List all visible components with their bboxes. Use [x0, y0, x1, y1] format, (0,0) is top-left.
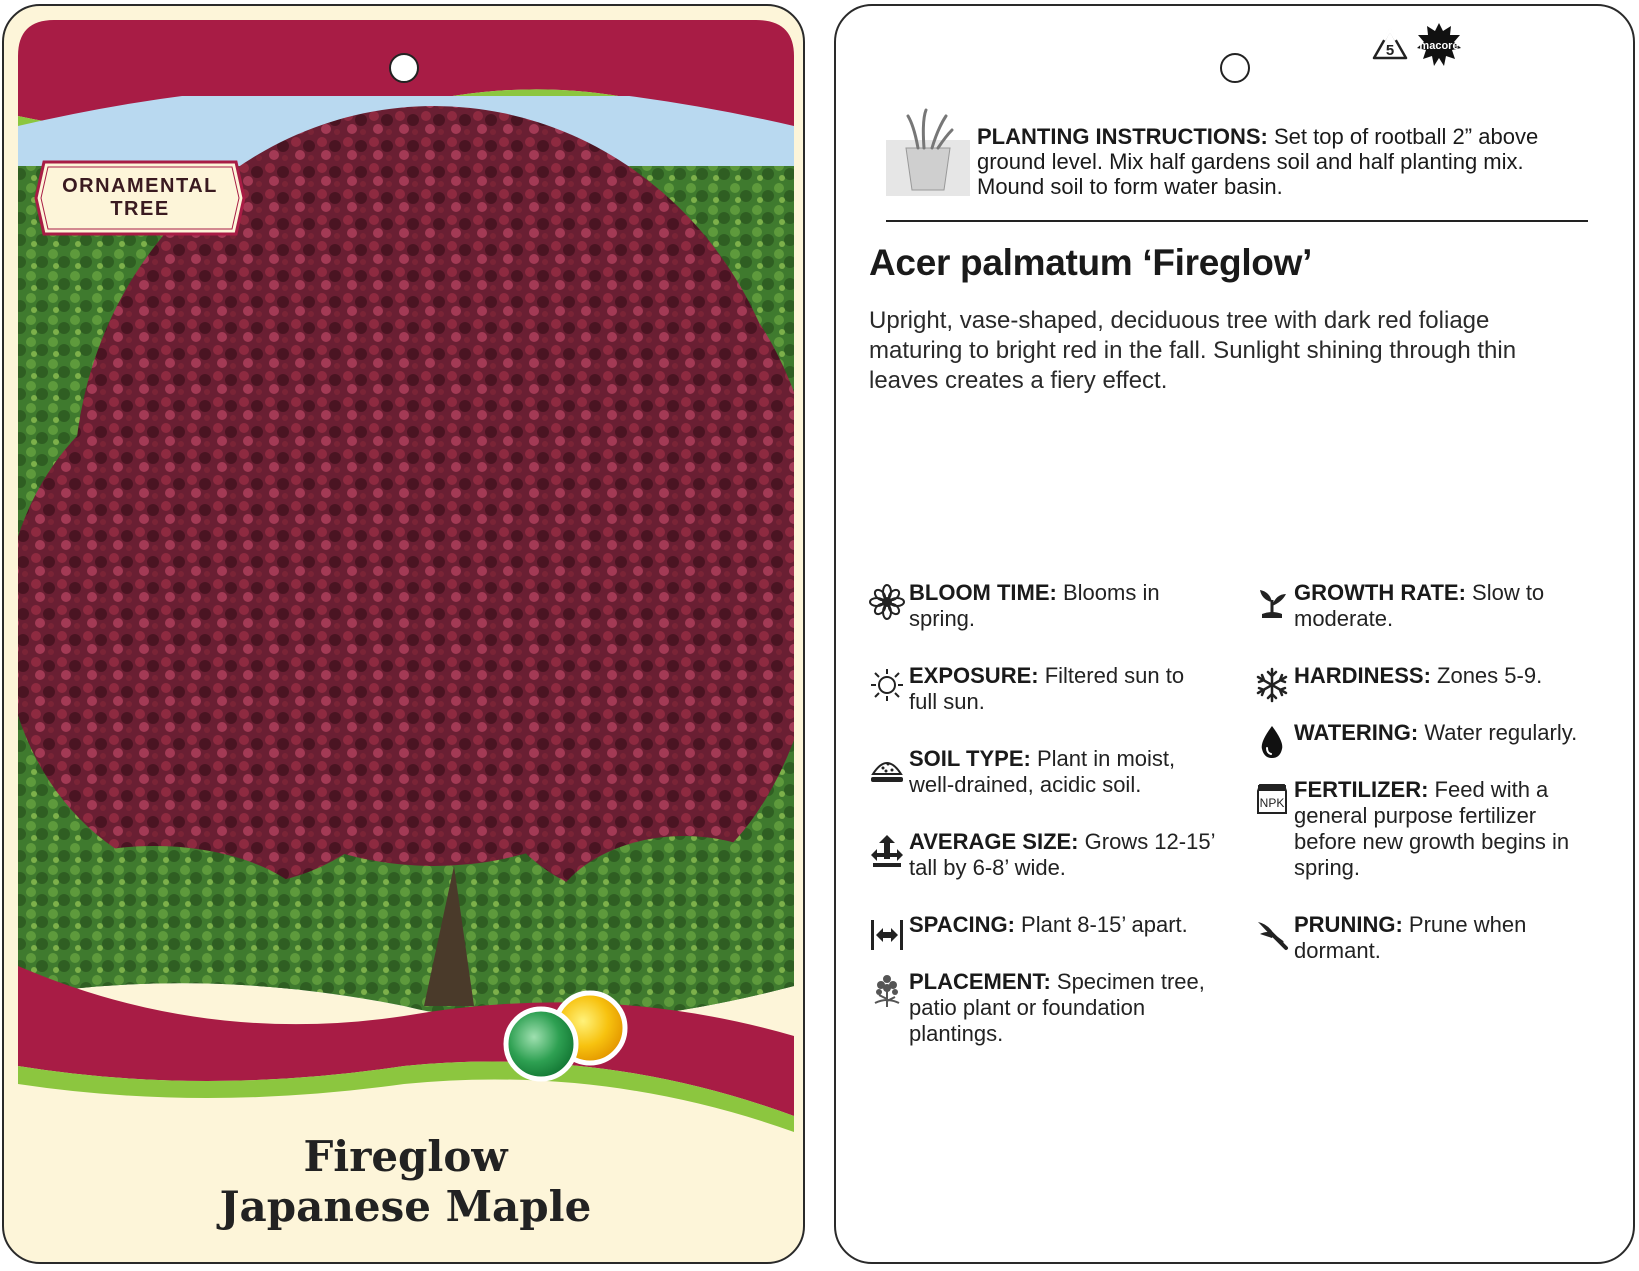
average-size-label: AVERAGE SIZE: — [909, 829, 1079, 854]
sprout-icon — [1254, 584, 1290, 620]
npk-badge-text: NPK — [1259, 796, 1285, 810]
macore-label: macore — [1419, 40, 1459, 52]
size-icon — [869, 833, 905, 869]
attr-watering — [1254, 720, 1604, 760]
attr-hardiness — [1254, 663, 1604, 703]
plant-description: Upright, vase-shaped, deciduous tree with dark red foliage maturing to bright red in the fall. Sunlight shining through thin leaves creates a fiery effect. — [869, 307, 1517, 394]
recycle-icon — [1370, 26, 1410, 66]
bloom-time-value: Blooms in spring. — [909, 580, 1160, 631]
exposure-value: Filtered sun to full sun. — [909, 663, 1185, 714]
fertilizer-label: FERTILIZER: — [1294, 777, 1429, 802]
growth-rate-label: GROWTH RATE: — [1294, 580, 1466, 605]
bloom-time-label: BLOOM TIME: — [909, 580, 1057, 605]
front-tag — [2, 4, 805, 1264]
green-foliage-color-dot — [506, 1009, 576, 1079]
attr-placement — [869, 969, 1219, 1047]
attr-average-size — [869, 829, 1219, 881]
divider — [886, 220, 1588, 222]
hardiness-label: HARDINESS: — [1294, 663, 1431, 688]
category-line-2: TREE — [110, 198, 170, 220]
planting-instructions — [977, 124, 1597, 199]
placement-label: PLACEMENT: — [909, 969, 1051, 994]
attr-spacing — [869, 912, 1209, 952]
maple-tree-photo — [4, 96, 805, 1046]
snowflake-icon — [1254, 667, 1290, 703]
badge-text — [34, 160, 246, 236]
category-badge — [34, 160, 246, 236]
attr-fertilizer — [1254, 777, 1604, 881]
sun-icon — [869, 667, 905, 703]
spacing-icon — [869, 916, 905, 952]
average-size-value: Grows 12-15’ tall by 6-8’ wide. — [909, 829, 1215, 880]
soil-type-label: SOIL TYPE: — [909, 746, 1031, 771]
watering-label: WATERING: — [1294, 720, 1419, 745]
planting-body: Set top of rootball 2” above ground level. Mix half gardens soil and half planting mix. Mound soil to form water basin. — [977, 124, 1539, 199]
exposure-label: EXPOSURE: — [909, 663, 1039, 688]
hardiness-value: Zones 5-9. — [1430, 663, 1543, 688]
fertilizer-value: Feed with a general purpose fertilizer before new growth begins in spring. — [1294, 777, 1570, 880]
attr-growth-rate — [1254, 580, 1604, 632]
placement-icon — [869, 973, 905, 1009]
pruners-icon — [1254, 916, 1290, 952]
hang-hole — [1220, 53, 1250, 83]
pruning-label: PRUNING: — [1294, 912, 1403, 937]
spacing-label: SPACING: — [909, 912, 1015, 937]
attr-exposure — [869, 663, 1209, 715]
growth-rate-value: Slow to moderate. — [1294, 580, 1545, 631]
planting-label: PLANTING INSTRUCTIONS: — [977, 124, 1268, 149]
pruning-value: Prune when dormant. — [1294, 912, 1527, 963]
macore-logo-icon — [1416, 22, 1462, 68]
soil-type-value: Plant in moist, well-drained, acidic soil. — [909, 746, 1176, 797]
water-drop-icon — [1254, 724, 1290, 760]
attr-pruning — [1254, 912, 1604, 964]
watering-value: Water regularly. — [1418, 720, 1578, 745]
placement-value: Specimen tree, patio plant or foundation plantings. — [909, 969, 1205, 1046]
common-name-title — [4, 1132, 805, 1232]
botanical-name: Acer palmatum ‘Fireglow’ — [869, 242, 1313, 283]
hang-hole — [389, 53, 419, 83]
attr-bloom-time — [869, 580, 1209, 632]
planting-pot-icon — [886, 106, 970, 198]
fertilizer-icon — [1254, 781, 1290, 817]
title-line-2: Japanese Maple — [219, 1182, 592, 1231]
attr-soil-type — [869, 746, 1209, 798]
recycle-number: 5 — [1385, 42, 1395, 59]
back-tag — [834, 4, 1635, 1264]
flower-icon — [869, 584, 905, 620]
spacing-value: Plant 8-15’ apart. — [1014, 912, 1188, 937]
category-line-1: ORNAMENTAL — [62, 175, 218, 197]
soil-icon — [869, 750, 905, 786]
title-line-1: Fireglow — [303, 1132, 508, 1181]
